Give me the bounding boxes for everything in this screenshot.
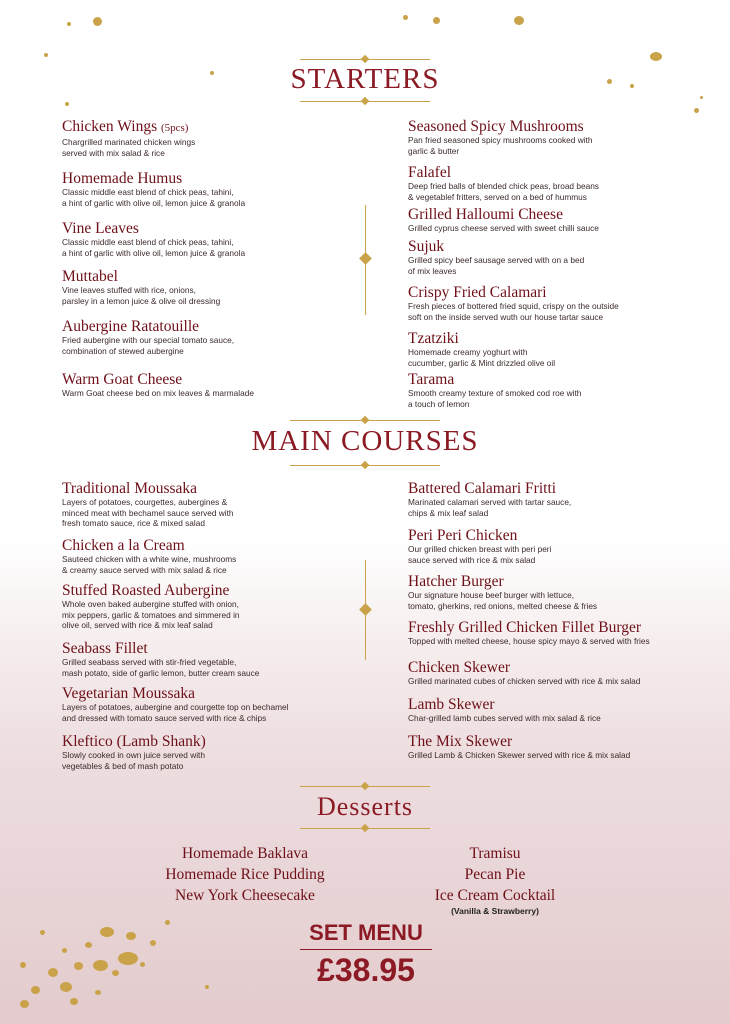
item-name: Seabass Fillet [62,640,148,657]
item-description: Slowly cooked in own juice served with vegetables & bed of mash potato [62,750,205,771]
gold-dot-decoration [44,53,48,57]
menu-item [408,238,584,276]
gold-dot-decoration [85,942,92,948]
item-description: Char-grilled lamb cubes served with mix salad & rice [408,713,601,723]
menu-item [408,330,555,368]
dessert-item: Homemade Baklava [181,845,309,862]
gold-dot-decoration [93,17,102,26]
dessert-item: Ice Cream Cocktail [434,887,556,904]
gold-dot-decoration [93,960,108,971]
menu-item [62,733,206,771]
item-description: Layers of potatoes, aubergine and courgette top on bechamel and dressed with tomato sauce served with rice & chips [62,702,289,723]
gold-dot-decoration [48,968,58,977]
item-description: Our signature house beef burger with lettuce, tomato, gherkins, red onions, melted cheese & fries [408,590,598,611]
menu-item [408,480,571,518]
starters-title: STARTERS [290,63,440,95]
item-name: Falafel [408,164,452,181]
menu-item [408,118,592,156]
title-ornament-diamond [361,55,369,63]
item-name: Tarama [408,371,455,388]
item-description: Warm Goat cheese bed on mix leaves & marmalade [62,388,254,398]
gold-dot-decoration [118,952,138,965]
item-description: Grilled seabass served with stir-fried vegetable, mash potato, side of garlic lemon, butter cream sauce [62,657,260,678]
item-description: Fried aubergine with our special tomato sauce, combination of stewed aubergine [62,335,235,356]
gold-dot-decoration [20,1000,29,1008]
gold-dot-decoration [514,16,524,25]
item-description: Our grilled chicken breast with peri peri sauce served with rice & mix salad [408,544,552,565]
item-description: Deep fried balls of blended chick peas, broad beans & vegetablef fritters, served on a bed of hummus [408,181,599,202]
item-description: Marinated calamari served with tartar sauce, chips & mix leaf salad [408,497,572,518]
gold-dot-decoration [100,927,114,937]
menu-item [62,220,245,258]
menu-item [62,268,220,306]
gold-dot-decoration [140,962,145,967]
item-description: Smooth creamy texture of smoked cod roe with a touch of lemon [408,388,582,409]
menu-item [408,206,599,234]
menu-item [62,685,288,723]
menu-item [408,659,640,687]
menu-item [408,371,581,409]
item-note: (5pcs) [160,122,189,134]
dessert-item: Homemade Rice Pudding [165,866,325,883]
gold-dot-decoration [60,982,72,992]
set-menu-price: £38.95 [317,952,415,988]
item-name: Grilled Halloumi Cheese [408,206,563,223]
menu-item [62,582,240,631]
item-name: Chicken Wings [62,118,158,135]
item-description: Grilled spicy beef sausage served with on a bed of mix leaves [408,255,585,276]
item-name: Lamb Skewer [408,696,495,713]
item-name: Homemade Humus [62,170,183,187]
item-description: Pan fried seasoned spicy mushrooms cooked with garlic & butter [408,135,593,156]
column-divider-diamond [359,252,372,265]
item-name: Vegetarian Moussaka [62,685,195,702]
item-name: Chicken a la Cream [62,537,185,554]
gold-dot-decoration [433,17,440,24]
item-description: Chargrilled marinated chicken wings served with mix salad & rice [62,137,196,158]
item-description: Topped with melted cheese, house spicy mayo & served with fries [408,636,650,646]
menu-item [62,640,259,678]
item-name: Sujuk [408,238,445,255]
menu-item [62,118,195,158]
gold-dot-decoration [62,948,67,953]
gold-dot-decoration [694,108,699,113]
menu-item [408,619,650,647]
dessert-item: Tramisu [469,845,521,862]
item-name: Muttabel [62,268,118,285]
desserts-title: Desserts [316,792,414,821]
menu-item [408,573,597,611]
menu-item [408,284,619,322]
item-name: Crispy Fried Calamari [408,284,547,301]
title-ornament-diamond [361,824,369,832]
item-name: Battered Calamari Fritti [408,480,557,497]
title-ornament-diamond [361,97,369,105]
item-name: Tzatziki [408,330,459,347]
item-description: Grilled Lamb & Chicken Skewer served with rice & mix salad [408,750,631,760]
item-name: Peri Peri Chicken [408,527,518,544]
item-name: Stuffed Roasted Aubergine [62,582,230,599]
item-name: Freshly Grilled Chicken Fillet Burger [408,619,642,636]
item-description: Vine leaves stuffed with rice, onions, parsley in a lemon juice & olive oil dressing [62,285,221,306]
item-description: Grilled cyprus cheese served with sweet chilli sauce [408,223,599,233]
item-name: Kleftico (Lamb Shank) [62,733,206,750]
menu-item [408,527,551,565]
item-description: Classic middle east blend of chick peas, tahini, a hint of garlic with olive oil, lemon juice & granola [62,187,246,208]
gold-dot-decoration [70,998,78,1005]
title-ornament-diamond [361,416,369,424]
column-divider-diamond [359,603,372,616]
gold-dot-decoration [112,970,119,976]
menu-item [62,537,236,575]
dessert-item: Pecan Pie [464,866,526,883]
menu-item [62,371,254,399]
dessert-note: (Vanilla & Strawberry) [451,906,539,916]
item-description: Classic middle east blend of chick peas, tahini, a hint of garlic with olive oil, lemon juice & granola [62,237,246,258]
item-description: Layers of potatoes, courgettes, aubergines & minced meat with bechamel sauce served with fresh tomato sauce, rice & mixed salad [62,497,234,528]
item-name: Chicken Skewer [408,659,511,676]
item-name: The Mix Skewer [408,733,513,750]
menu-item [408,696,601,724]
set-menu-label: SET MENU [309,920,423,945]
item-name: Seasoned Spicy Mushrooms [408,118,584,135]
gold-dot-decoration [95,990,101,995]
item-description: Homemade creamy yoghurt with cucumber, garlic & Mint drizzled olive oil [408,347,556,368]
gold-dot-decoration [150,940,156,946]
gold-dot-decoration [650,52,662,61]
item-description: Whole oven baked aubergine stuffed with onion, mix peppers, garlic & tomatoes and simmered in olive oil, served with rice & mix leaf salad [62,599,240,630]
menu-item [62,318,234,356]
gold-dot-decoration [700,96,703,99]
menu-item [408,164,599,202]
main-courses-title: MAIN COURSES [251,425,479,457]
gold-dot-decoration [74,962,83,970]
item-description: Grilled marinated cubes of chicken served with rice & mix salad [408,676,641,686]
item-name: Warm Goat Cheese [62,371,183,388]
gold-dot-decoration [40,930,45,935]
gold-dot-decoration [67,22,71,26]
menu-item [62,480,234,529]
gold-dot-decoration [126,932,136,940]
title-ornament-diamond [361,782,369,790]
gold-dot-decoration [65,102,69,106]
item-description: Sauteed chicken with a white wine, mushrooms & creamy sauce served with mix salad & rice [62,554,237,575]
gold-dot-decoration [403,15,408,20]
dessert-item: New York Cheesecake [175,887,315,904]
menu-item [62,170,245,208]
item-description: Fresh pieces of bottered fried squid, crispy on the outside soft on the inside served wuth our house tartar sauce [408,301,619,322]
gold-dot-decoration [165,920,170,925]
item-name: Aubergine Ratatouille [62,318,200,335]
menu-item [408,733,630,761]
item-name: Vine Leaves [62,220,139,237]
gold-dot-decoration [20,962,26,968]
gold-dot-decoration [31,986,40,994]
item-name: Hatcher Burger [408,573,504,590]
title-ornament-diamond [361,461,369,469]
item-name: Traditional Moussaka [62,480,198,497]
gold-dot-decoration [205,985,209,989]
set-menu-divider [300,949,432,950]
